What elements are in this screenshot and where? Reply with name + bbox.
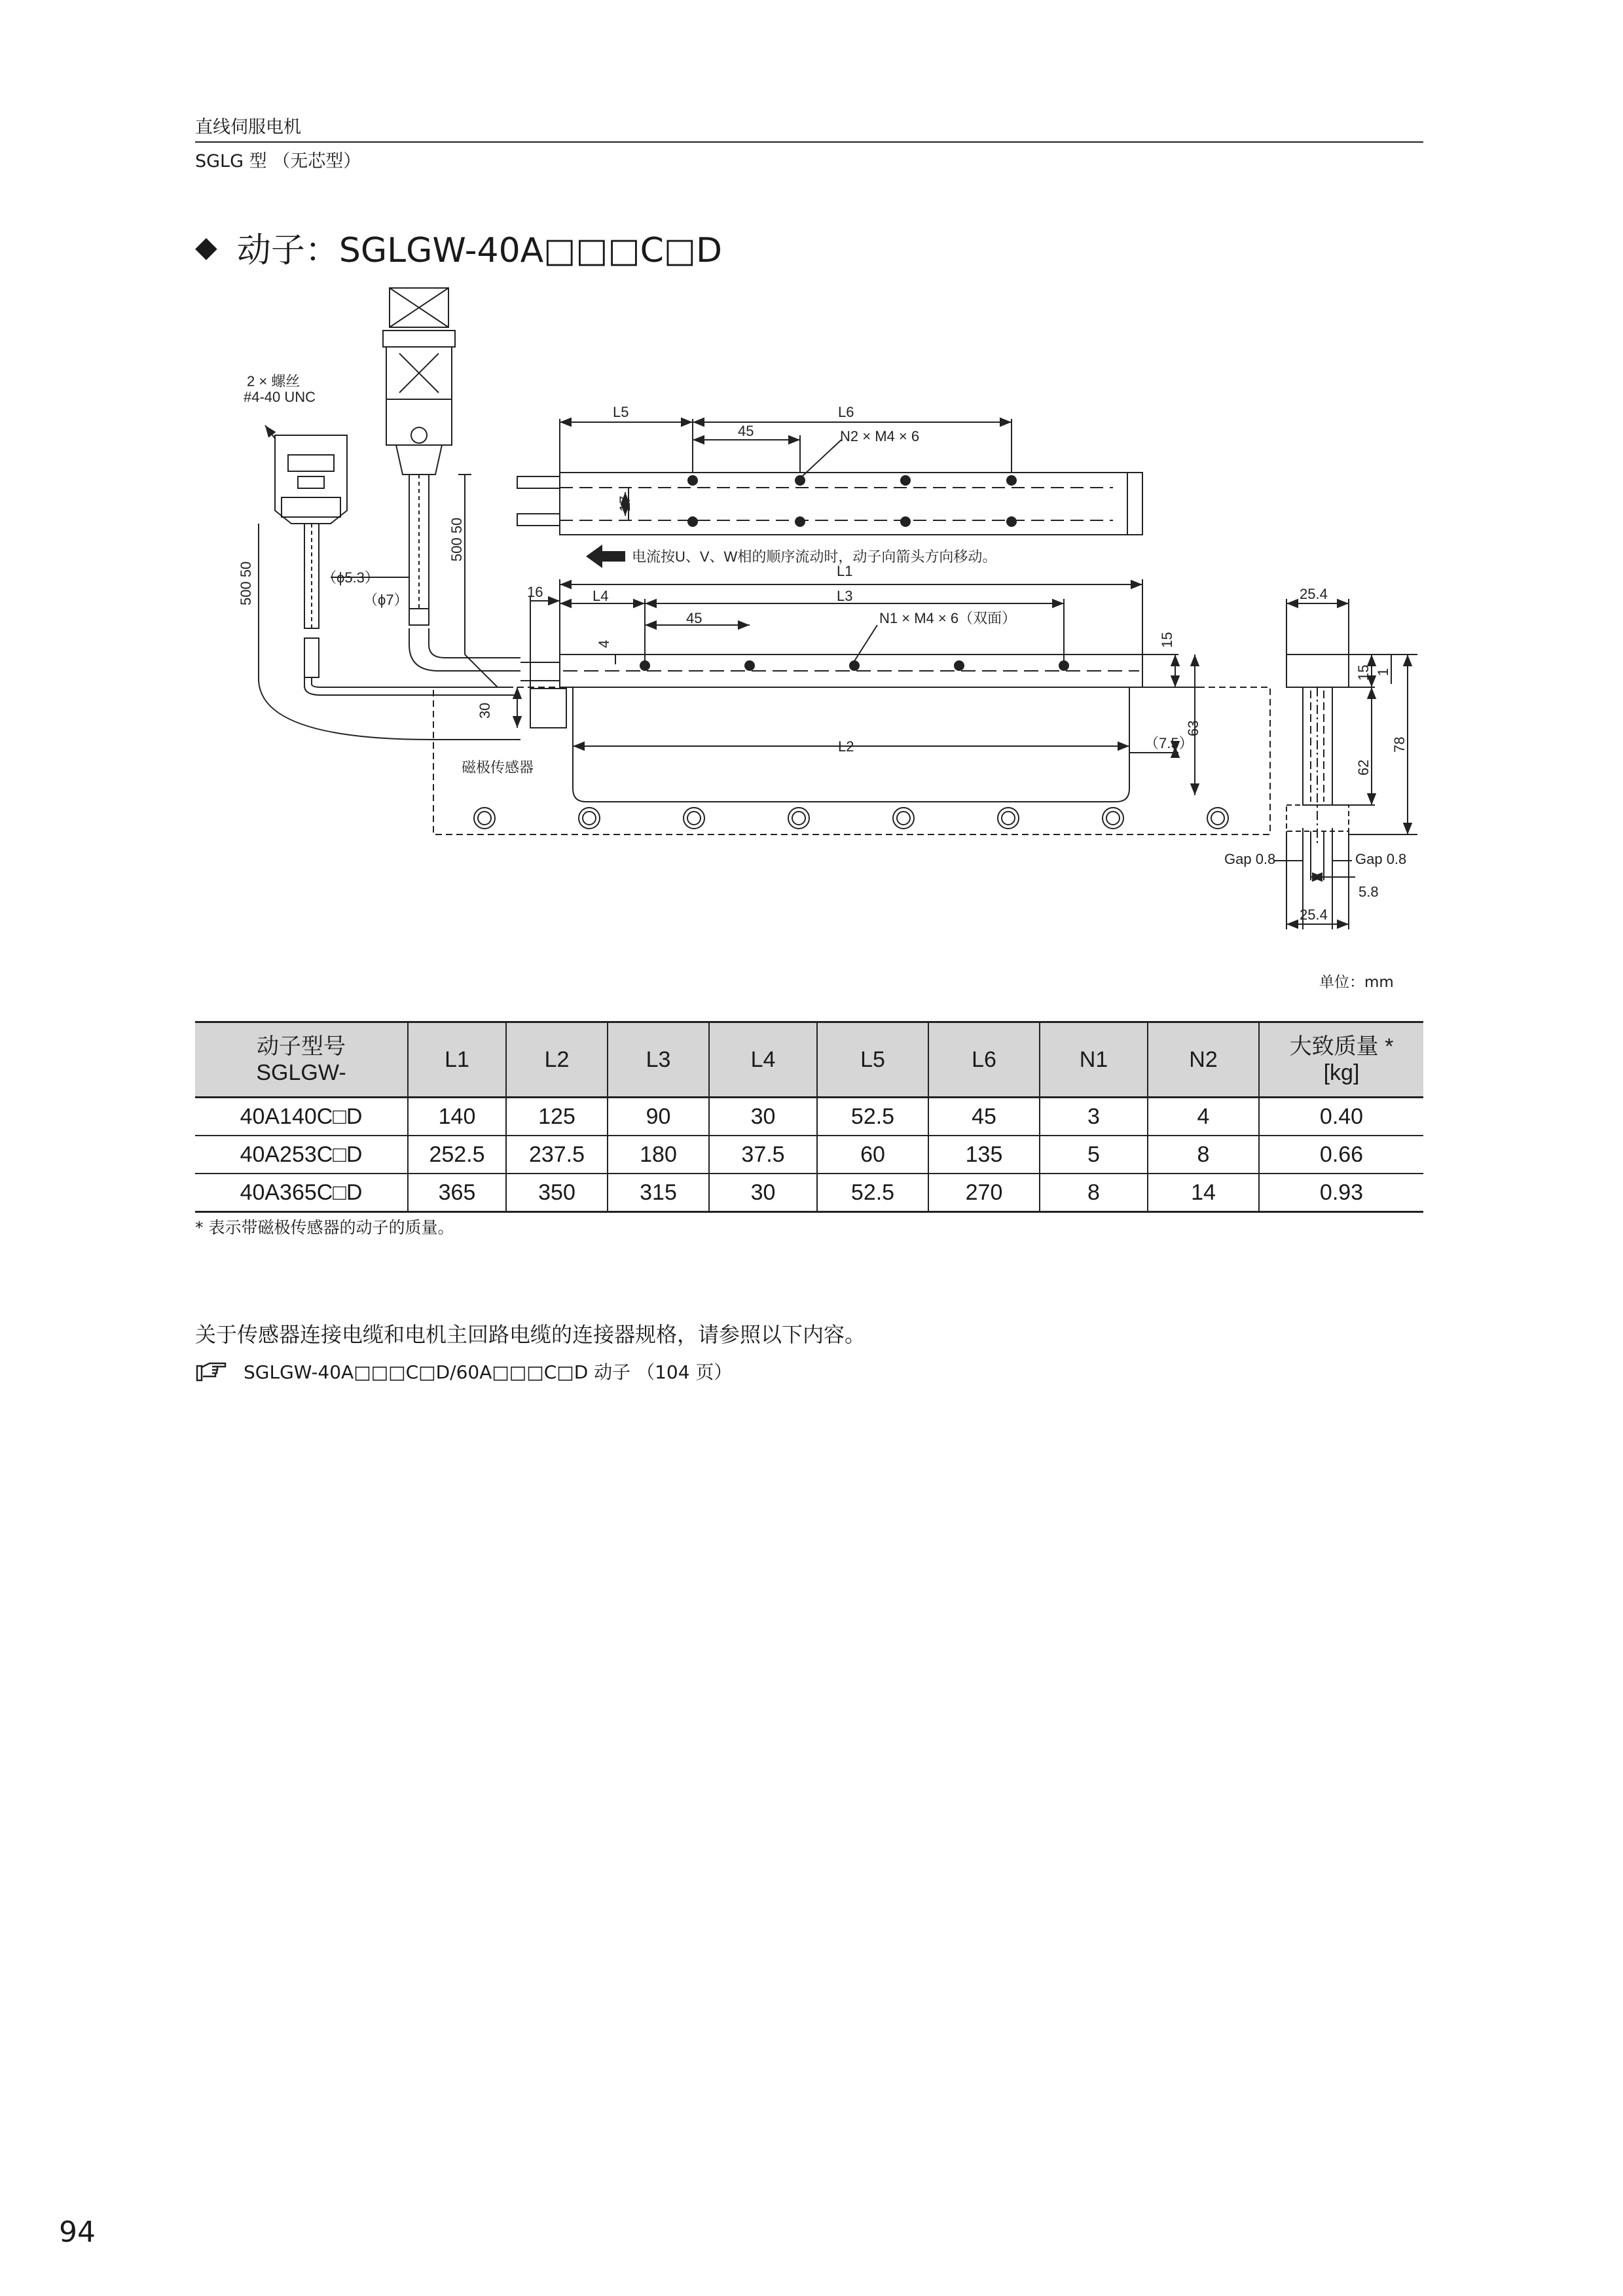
table-cell: 37.5 — [709, 1136, 817, 1174]
table-cell: 30 — [709, 1098, 817, 1136]
table-footnote: * 表示带磁极传感器的动子的质量。 — [195, 1218, 454, 1237]
n2-holes-label: N2 × M4 × 6 — [840, 428, 920, 444]
power-connector — [383, 288, 520, 671]
header-model-line1: 动子型号 — [257, 1034, 346, 1059]
dim-15-side-label: 15 — [1159, 632, 1175, 648]
header-L4: L4 — [709, 1022, 817, 1098]
gap-right-label: Gap 0.8 — [1355, 851, 1407, 867]
phi-large-label: （ϕ7） — [363, 592, 409, 608]
table-row — [195, 1136, 1423, 1174]
table-cell: 252.5 — [408, 1136, 506, 1174]
table-header-row — [195, 1022, 1423, 1098]
table-cell: 0.93 — [1259, 1174, 1423, 1212]
table-cell: 8 — [1040, 1174, 1148, 1212]
sensor-connector — [265, 425, 517, 695]
header-mass-line1: 大致质量 * — [1289, 1034, 1394, 1059]
side-view — [433, 579, 1270, 834]
reference-link[interactable] — [195, 1358, 732, 1384]
table-cell: 52.5 — [817, 1098, 928, 1136]
top-view — [517, 419, 1142, 535]
header-model-line2: SGLGW- — [256, 1060, 346, 1085]
header-L6: L6 — [928, 1022, 1040, 1098]
table-cell: 3 — [1040, 1098, 1148, 1136]
table-cell: 0.66 — [1259, 1136, 1423, 1174]
dim-25-4-top-label: 25.4 — [1300, 586, 1328, 602]
phi-small-label: （ϕ5.3） — [322, 569, 379, 586]
dim-45-top-label: 45 — [738, 423, 754, 439]
dim-25-4-bottom-label: 25.4 — [1300, 906, 1328, 923]
end-view — [1273, 599, 1417, 929]
table-row — [195, 1098, 1423, 1136]
n1-holes-label: N1 × M4 × 6（双面） — [879, 610, 1017, 626]
table-row — [195, 1174, 1423, 1212]
dim-17-label: 17 — [617, 495, 633, 512]
flow-note: 电流按U、V、W相的顺序流动时，动子向箭头方向移动。 — [632, 548, 997, 565]
pointing-hand-icon — [195, 1359, 228, 1383]
header-N1: N1 — [1040, 1022, 1148, 1098]
table-cell: 60 — [817, 1136, 928, 1174]
table-cell: 237.5 — [506, 1136, 608, 1174]
spec-table — [195, 1021, 1423, 1213]
dim-63-label: 63 — [1185, 720, 1201, 736]
dim-4-label: 4 — [596, 639, 612, 648]
unit-label: 单位：mm — [1319, 974, 1394, 991]
dim-L4-label: L4 — [593, 588, 609, 604]
table-cell: 135 — [928, 1136, 1040, 1174]
sensor-label: 磁极传感器 — [462, 759, 534, 776]
section-title-text: 动子：SGLGW-40A□□□C□D — [236, 231, 723, 270]
table-cell: 270 — [928, 1174, 1040, 1212]
table-cell: 40A365C□D — [195, 1174, 408, 1212]
dim-L1-label: L1 — [837, 563, 853, 579]
dim-L2-label: L2 — [838, 738, 854, 755]
table-cell: 30 — [709, 1174, 817, 1212]
screw-spec-label: #4-40 UNC — [244, 389, 316, 405]
table-cell: 8 — [1148, 1136, 1259, 1174]
screw-qty-label: 2 × 螺丝 — [247, 373, 301, 389]
header-mass — [1259, 1022, 1423, 1098]
header-L1: L1 — [408, 1022, 506, 1098]
direction-arrow-icon — [586, 545, 625, 568]
dim-78-label: 78 — [1391, 736, 1408, 753]
diamond-bullet-icon: ◆ — [195, 230, 217, 264]
dim-L3-label: L3 — [837, 588, 853, 604]
table-cell: 5 — [1040, 1136, 1148, 1174]
reference-text: 关于传感器连接电缆和电机主回路电缆的连接器规格，请参照以下内容。 — [195, 1322, 866, 1347]
table-cell: 40A253C□D — [195, 1136, 408, 1174]
header-series: SGLG 型 （无芯型） — [195, 151, 361, 171]
cable-length-dim-center: 500 50 — [448, 517, 465, 562]
header-L2: L2 — [506, 1022, 608, 1098]
cable-length-dim-left: 500 50 — [238, 561, 254, 605]
table-cell: 180 — [608, 1136, 709, 1174]
gap-left-label: Gap 0.8 — [1224, 851, 1276, 867]
table-cell: 14 — [1148, 1174, 1259, 1212]
table-cell: 4 — [1148, 1098, 1259, 1136]
table-cell: 365 — [408, 1174, 506, 1212]
table-cell: 140 — [408, 1098, 506, 1136]
header-L3: L3 — [608, 1022, 709, 1098]
table-cell: 125 — [506, 1098, 608, 1136]
header-model — [195, 1022, 408, 1098]
table-cell: 52.5 — [817, 1174, 928, 1212]
table-cell: 315 — [608, 1174, 709, 1212]
dim-L6-label: L6 — [838, 404, 854, 420]
dim-30-label: 30 — [477, 702, 493, 719]
dim-L5-label: L5 — [613, 404, 629, 420]
header-mass-line2: [kg] — [1323, 1060, 1360, 1085]
dim-45-bottom-label: 45 — [686, 610, 702, 626]
page-number: 94 — [59, 2215, 96, 2249]
table-cell: 350 — [506, 1174, 608, 1212]
header-chapter: 直线伺服电机 — [195, 117, 301, 137]
dimension-drawing — [0, 0, 1623, 995]
table-cell: 0.40 — [1259, 1098, 1423, 1136]
dim-15-end-label: 15 — [1355, 664, 1372, 681]
dim-16-label: 16 — [527, 584, 543, 600]
dim-1-label: 1 — [1375, 668, 1391, 676]
reference-link-text[interactable]: SGLGW-40A□□□C□D/60A□□□C□D 动子 （104 页） — [244, 1361, 733, 1383]
table-cell: 45 — [928, 1098, 1040, 1136]
dim-62-label: 62 — [1355, 759, 1372, 776]
table-cell: 40A140C□D — [195, 1098, 408, 1136]
header-L5: L5 — [817, 1022, 928, 1098]
table-cell: 90 — [608, 1098, 709, 1136]
dim-5-8-label: 5.8 — [1359, 884, 1379, 900]
header-N2: N2 — [1148, 1022, 1259, 1098]
dim-7-5-label: （7.5） — [1144, 735, 1194, 751]
